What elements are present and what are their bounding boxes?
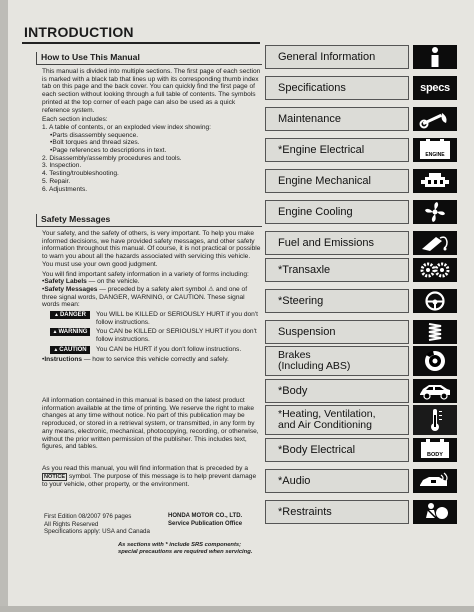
- list-item: 2. Disassembly/assembly procedures and tools.: [42, 154, 182, 162]
- tab-transaxle[interactable]: [265, 258, 409, 282]
- safety-info-line: You will find important safety information in a variety of forms including:: [42, 270, 249, 278]
- fuel-pump-icon[interactable]: [413, 231, 457, 255]
- tab-audio[interactable]: [265, 469, 409, 493]
- notice-post-text: symbol. The purpose of this message is to help prevent damage to your vehicle, other property, or the environment.: [42, 472, 257, 489]
- safety-intro: Your safety, and the safety of others, is very important. To help you make informed decisions, we have provided safety messages, and other safety information throughout this manual. Of course, it is not practical or possible to warn you about all the hazards associated with servicing this vehicle. You must use your own good judgment.: [42, 230, 261, 268]
- restraint-icon[interactable]: [413, 500, 457, 524]
- tab-steering[interactable]: [265, 289, 409, 313]
- tab-label-two-line: [278, 350, 350, 372]
- info-i-icon[interactable]: [413, 45, 457, 69]
- brake-disc-icon[interactable]: [413, 346, 457, 376]
- warning-badge: [50, 328, 90, 336]
- tab-general-information[interactable]: [265, 45, 409, 69]
- warning-row: [50, 328, 262, 343]
- engine-icon-text: ENGINE: [425, 152, 445, 158]
- copyright-paragraph: All information contained in this manual is based on the latest product information available at the time of printing. We reserve the right to make changes at any time without notice. No part of this publication may be reproduced, or stored in a retrieval system, or transmitted, in any form by any means, electronic, mechanical, photocopying, recording, or otherwise, without the prior written permission of the publisher. This includes text, figures, and tables.: [42, 397, 259, 451]
- tab-engine-cooling[interactable]: [265, 200, 409, 224]
- safety-messages-term: Safety Messages: [44, 285, 98, 293]
- tab-fuel-and-emissions[interactable]: [265, 231, 409, 255]
- tab-specifications[interactable]: [265, 76, 409, 100]
- safety-section: [36, 214, 262, 364]
- sub-list-item: • Parts disassembly sequence.: [42, 132, 262, 140]
- edition-line: First Edition 08/2007 976 pages: [44, 513, 132, 520]
- caution-badge: [50, 346, 90, 354]
- page-title: INTRODUCTION: [24, 24, 134, 40]
- wrench-oil-icon[interactable]: [413, 107, 457, 131]
- safety-heading: Safety Messages: [36, 214, 262, 227]
- list-item: 1. A table of contents, or an exploded view index showing:: [42, 123, 211, 131]
- warning-badge-label: WARNING: [58, 329, 88, 336]
- tab-hvac[interactable]: [265, 405, 409, 435]
- list-item: 4. Testing/troubleshooting.: [42, 170, 119, 178]
- section-contents-list: [42, 124, 262, 193]
- tab-engine-electrical[interactable]: [265, 138, 409, 162]
- footnote-line: special precautions are required when servicing.: [118, 549, 253, 555]
- tab-label: *Body Electrical: [278, 444, 356, 456]
- steering-wheel-icon[interactable]: [413, 289, 457, 313]
- tab-engine-mechanical[interactable]: [265, 169, 409, 193]
- company-line: HONDA MOTOR CO., LTD.: [168, 513, 243, 519]
- instructions-item: [42, 356, 262, 364]
- spring-icon[interactable]: [413, 320, 457, 344]
- thermometer-icon[interactable]: [413, 405, 457, 435]
- tab-label: *Engine Electrical: [278, 144, 365, 156]
- notice-symbol: NOTICE: [44, 473, 66, 480]
- danger-badge-label: DANGER: [59, 312, 86, 319]
- sub-list-item: • Bolt torques and thread sizes.: [42, 139, 262, 147]
- tab-label-two-line: [278, 409, 375, 431]
- danger-text: You WILL be KILLED or SERIOUSLY HURT if you don't follow instructions.: [96, 311, 258, 326]
- tab-label-line2: and Air Conditioning: [278, 419, 372, 431]
- title-rule: [22, 42, 260, 44]
- sub-list-item: • Page references to descriptions in text.: [42, 147, 262, 155]
- tab-label: Engine Mechanical: [278, 175, 371, 187]
- srs-footnote: [118, 542, 252, 556]
- each-section-line: Each section includes:: [42, 116, 108, 124]
- tab-label: Suspension: [278, 326, 336, 338]
- alert-triangle-icon: ▲: [54, 312, 59, 319]
- tab-restraints[interactable]: [265, 500, 409, 524]
- tab-maintenance[interactable]: [265, 107, 409, 131]
- tab-label-line2: (Including ABS): [278, 360, 351, 372]
- notice-pre-text: As you read this manual, you will find information that is preceded by a: [42, 465, 248, 472]
- tab-label: Engine Cooling: [278, 206, 353, 218]
- tab-suspension[interactable]: [265, 320, 409, 344]
- safety-labels-item: [42, 278, 262, 286]
- tab-label: *Steering: [278, 295, 324, 307]
- notice-paragraph: [42, 465, 262, 489]
- alert-triangle-icon: ▲: [52, 329, 58, 336]
- safety-labels-desc: — on the vehicle.: [86, 278, 140, 286]
- caution-badge-label: CAUTION: [59, 346, 87, 353]
- publisher-info: [168, 513, 242, 528]
- tab-label: *Restraints: [278, 506, 332, 518]
- tab-label-line1: Brakes: [278, 349, 311, 361]
- instructions-term: Instructions: [44, 355, 83, 363]
- tab-label: *Transaxle: [278, 264, 331, 276]
- list-item: 6. Adjustments.: [42, 185, 88, 193]
- footnote-line: As sections with * include SRS components;: [118, 542, 242, 548]
- tab-label: Maintenance: [278, 113, 341, 125]
- caution-text: You CAN be HURT if you don't follow instructions.: [96, 345, 242, 353]
- danger-badge: [50, 311, 90, 319]
- speaker-car-icon[interactable]: [413, 469, 457, 493]
- tab-label: General Information: [278, 51, 376, 63]
- how-to-use-section: [36, 52, 262, 193]
- safety-messages-desc: — preceded by a safety alert symbol ⚠ and one of three signal words, DANGER, WARNING, or CAUTION. These signal words mean:: [42, 285, 248, 309]
- how-to-use-intro: This manual is divided into multiple sections. The first page of each section is marked with a black tab that lines up with its corresponding thumb index tab on this page and the back cover. You can quickly find the first page of each section without looking through a full table of contents. The symbols printed at the top corner of each page can also be used as a quick reference system.: [42, 68, 261, 114]
- danger-row: [50, 311, 262, 326]
- caution-row: [50, 346, 262, 354]
- rights-line: All Rights Reserved: [44, 520, 99, 528]
- list-item: 5. Repair.: [42, 177, 71, 185]
- safety-labels-term: Safety Labels: [44, 278, 87, 286]
- tab-label-line1: *Heating, Ventilation,: [278, 408, 376, 420]
- specs-icon[interactable]: [413, 76, 457, 100]
- tab-label: Fuel and Emissions: [278, 237, 374, 249]
- battery-icon[interactable]: [413, 438, 457, 462]
- office-line: Service Publication Office: [168, 520, 243, 527]
- how-to-use-heading: How to Use This Manual: [36, 52, 262, 65]
- fan-icon[interactable]: [413, 200, 457, 224]
- tab-label: *Body: [278, 385, 308, 397]
- warning-text: You CAN be KILLED or SERIOUSLY HURT if you don't follow instructions.: [96, 328, 257, 344]
- safety-messages-item: [42, 286, 262, 309]
- engine-block-icon[interactable]: [413, 169, 457, 193]
- gears-icon[interactable]: [413, 258, 457, 282]
- page-bottom-edge: [0, 606, 474, 612]
- page-binding-edge: [0, 0, 8, 612]
- body-icon-text: BODY: [427, 452, 443, 458]
- car-body-icon[interactable]: [413, 379, 457, 403]
- tab-brakes[interactable]: [265, 346, 409, 376]
- tab-label: *Audio: [278, 475, 311, 487]
- tab-body-electrical[interactable]: [265, 438, 409, 462]
- specs-icon-text: specs: [420, 82, 450, 94]
- list-item: 3. Inspection.: [42, 162, 82, 170]
- instructions-desc: — how to service this vehicle correctly and safely.: [82, 355, 229, 363]
- alert-triangle-icon: ▲: [53, 346, 59, 353]
- tab-label: Specifications: [278, 82, 346, 94]
- specs-line: Specifications apply: USA and Canada: [44, 528, 150, 536]
- edition-info: [44, 513, 150, 536]
- tab-body[interactable]: [265, 379, 409, 403]
- engine-electrical-icon[interactable]: [413, 138, 457, 162]
